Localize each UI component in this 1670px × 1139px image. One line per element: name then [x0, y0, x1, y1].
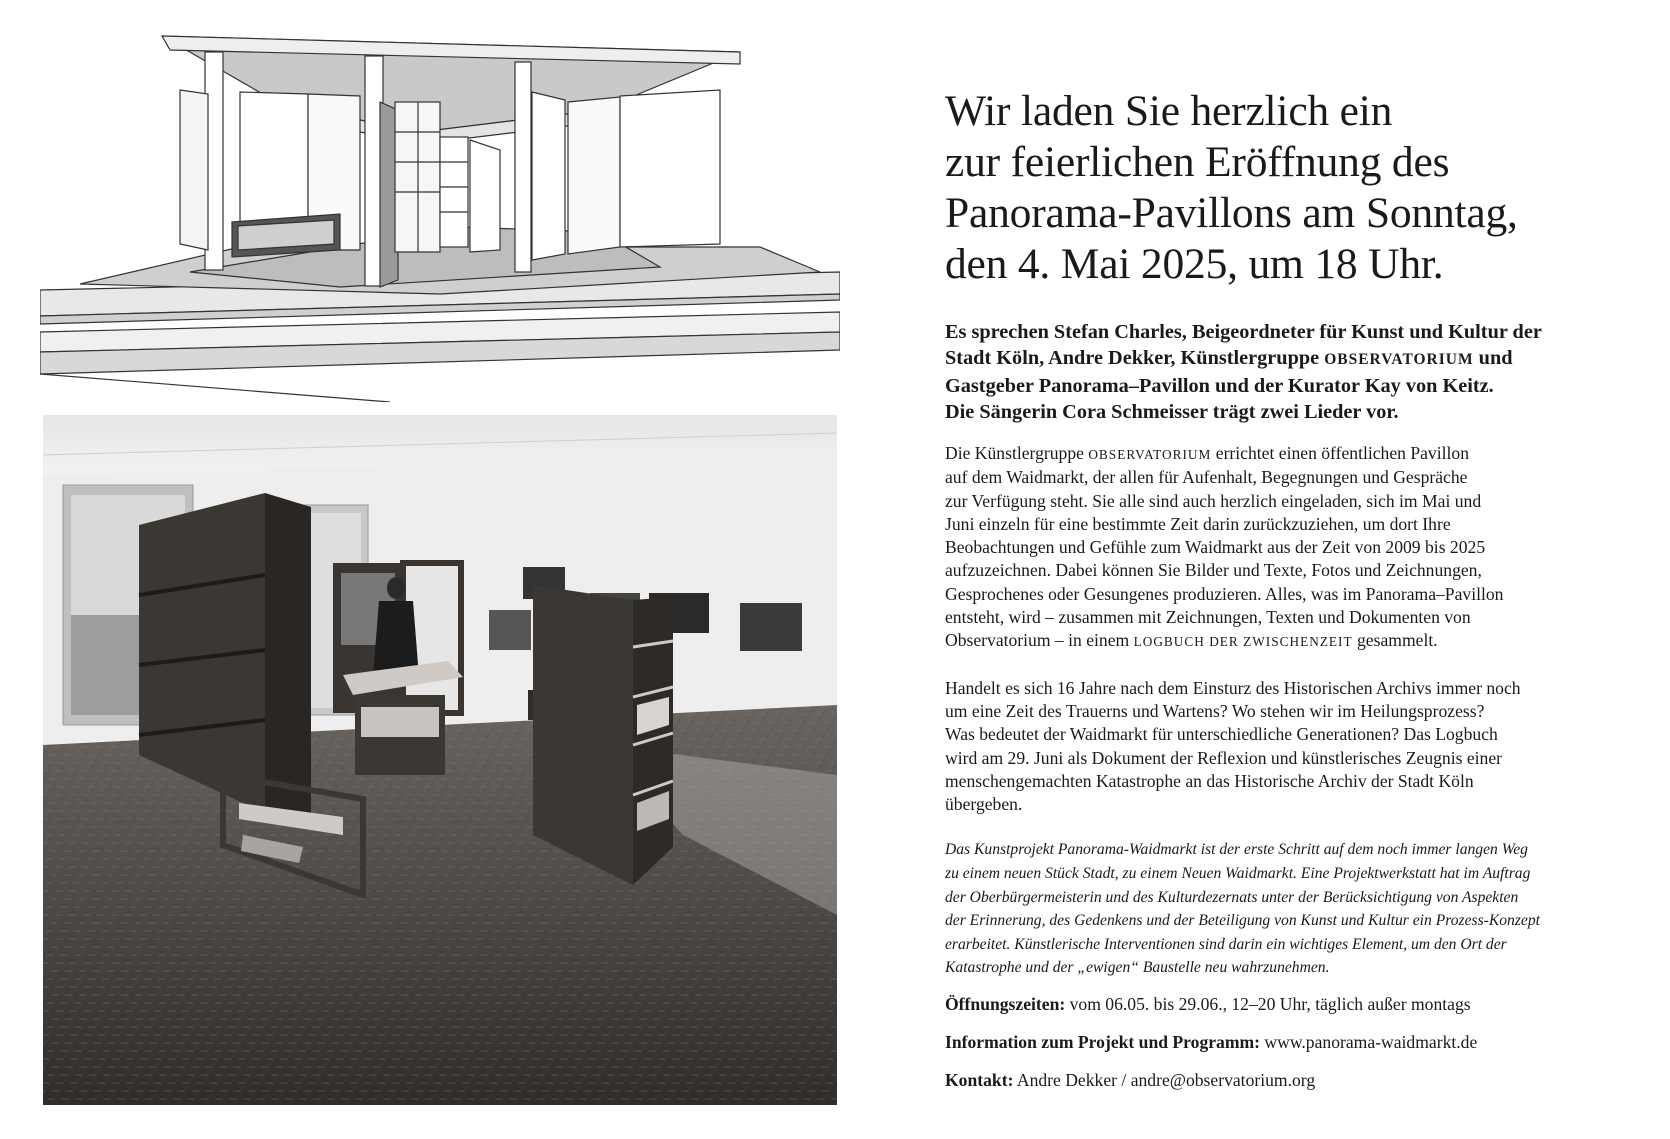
project-description: [945, 442, 1635, 816]
project-context-paragraph: [945, 838, 1635, 980]
italic-line: Das Kunstprojekt Panorama-Waidmarkt ist der erste Schritt auf dem noch immer langen Weg: [945, 841, 1528, 859]
body-line: Was bedeutet der Waidmarkt für unterschiedliche Generationen? Das Logbuch: [945, 724, 1498, 745]
project-website-link[interactable]: www.panorama-waidmarkt.de: [1260, 1032, 1478, 1053]
italic-line: der Oberbürgermeisterin und des Kulturdezernats unter der Berücksichtigung von Aspekten: [945, 888, 1519, 906]
body-line: um eine Zeit des Trauerns und Wartens? Wo stehen wir im Heilungsprozess?: [945, 700, 1485, 721]
italic-line: der Erinnerung, des Gedenkens und der Beteiligung von Kunst und Kultur ein Prozess-Konzept: [945, 912, 1540, 930]
body-line: Gesprochenes oder Gesungenes produzieren. Alles, was im Panorama–Pavillon: [945, 583, 1504, 604]
body-line: übergeben.: [945, 794, 1023, 815]
speakers-line: Stadt Köln, Andre Dekker, Künstlergruppe OBSERVATORIUM und: [945, 347, 1513, 369]
contact-info: Kontakt: Andre Dekker / andre@observatorium.org: [945, 1070, 1316, 1091]
body-line: aufzuzeichnen. Dabei können Sie Bilder und Texte, Fotos und Zeichnungen,: [945, 560, 1482, 581]
body-line: Juni einzeln für eine bestimmte Zeit darin zurückzuziehen, um dort Ihre: [945, 513, 1451, 534]
speakers-line: Gastgeber Panorama–Pavillon und der Kurator Kay von Keitz.: [945, 375, 1494, 397]
body-line: wird am 29. Juni als Dokument der Reflexion und künstlerisches Zeugnis einer: [945, 747, 1503, 768]
contact-email-link[interactable]: Andre Dekker / andre@observatorium.org: [1013, 1070, 1316, 1091]
italic-line: Katastrophe und der „ewigen“ Baustelle neu wahrzunehmen.: [945, 959, 1330, 977]
group-name: OBSERVATORIUM: [1324, 351, 1474, 368]
speakers-line: Es sprechen Stefan Charles, Beigeordneter für Kunst und Kultur der: [945, 321, 1542, 343]
logbook-name: LOGBUCH DER ZWISCHENZEIT: [1133, 634, 1353, 650]
body-line: Observatorium – in einem LOGBUCH DER ZWISCHENZEIT gesammelt.: [945, 630, 1438, 651]
heading-line: zur feierlichen Eröffnung des: [945, 138, 1450, 186]
speakers-line: Die Sängerin Cora Schmeisser trägt zwei Lieder vor.: [945, 401, 1399, 423]
speakers-paragraph: [945, 319, 1635, 425]
body-line: zur Verfügung steht. Sie alle sind auch herzlich eingeladen, sich im Mai und: [945, 490, 1482, 511]
italic-line: zu einem neuen Stück Stadt, zu einem Neuen Waidmarkt. Eine Projektwerkstatt hat im Auftrag: [945, 865, 1531, 883]
opening-hours: Öffnungszeiten: vom 06.05. bis 29.06., 12–20 Uhr, täglich außer montags: [945, 994, 1471, 1015]
body-line: Handelt es sich 16 Jahre nach dem Einsturz des Historischen Archivs immer noch: [945, 677, 1521, 698]
body-line: entsteht, wird – zusammen mit Zeichnungen, Texten und Dokumenten von: [945, 607, 1471, 628]
body-line: auf dem Waidmarkt, der allen für Aufenhalt, Begegnungen und Gespräche: [945, 467, 1468, 488]
info-block: [945, 992, 1635, 1092]
italic-line: erarbeitet. Künstlerische Interventionen sind darin ein wichtiges Element, um den Ort der: [945, 935, 1507, 953]
heading-line: Panorama-Pavillons am Sonntag,: [945, 189, 1518, 237]
heading-line: Wir laden Sie herzlich ein: [945, 87, 1393, 135]
invitation-text: [945, 86, 1635, 1106]
questions-paragraph: [945, 677, 1635, 817]
body-line: Beobachtungen und Gefühle zum Waidmarkt aus der Zeit von 2009 bis 2025: [945, 537, 1486, 558]
body-line: Die Künstlergruppe OBSERVATORIUM errichtet einen öffentlichen Pavillon: [945, 443, 1469, 463]
pavilion-drawing: [40, 32, 840, 402]
interior-photo: [43, 415, 837, 1105]
heading-line: den 4. Mai 2025, um 18 Uhr.: [945, 240, 1444, 288]
group-name: OBSERVATORIUM: [1088, 447, 1212, 462]
invitation-heading: [945, 86, 1635, 290]
project-info: Information zum Projekt und Programm: www.panorama-waidmarkt.de: [945, 1032, 1478, 1053]
body-line: menschengemachten Katastrophe an das Historische Archiv der Stadt Köln: [945, 770, 1474, 791]
